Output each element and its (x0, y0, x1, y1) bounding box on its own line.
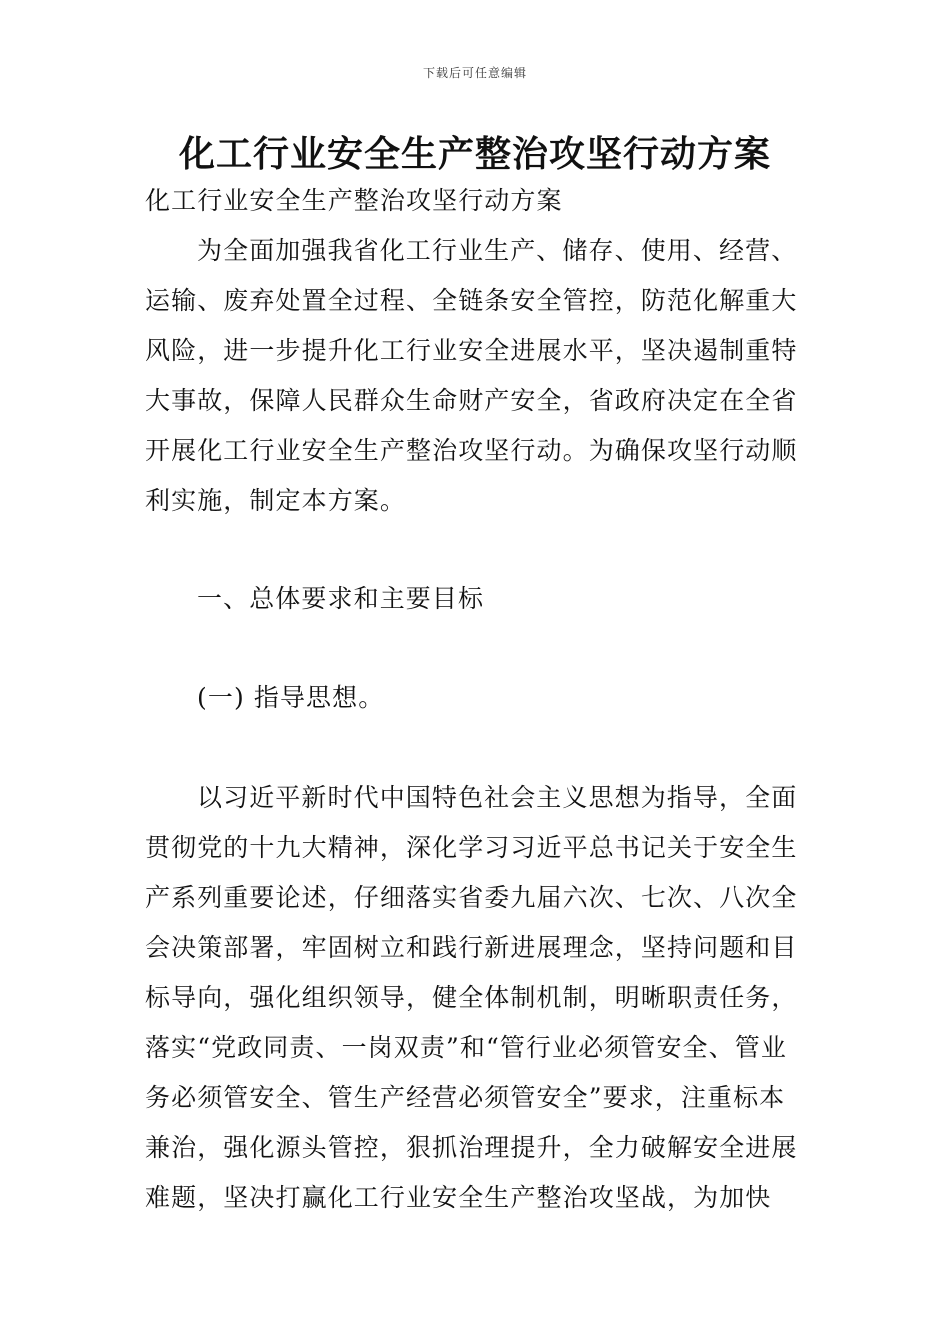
intro-paragraph: 为全面加强我省化工行业生产、储存、使用、经营、运输、废弃处置全过程、全链条安全管控，防范化解重大风险，进一步提升化工行业安全进展水平，坚决遏制重特大事故，保障人民群众生命财产安全，省政府决定在全省开展化工行业安全生产整治攻坚行动。为确保攻坚行动顺利实施，制定本方案。 (145, 236, 798, 515)
document-subtitle: 化工行业安全生产整治攻坚行动方案 (145, 186, 563, 215)
guiding-paragraph: 以习近平新时代中国特色社会主义思想为指导，全面贯彻党的十九大精神，深化学习习近平总书记关于安全生产系列重要论述，仔细落实省委九届六次、七次、八次全会决策部署，牢固树立和践行新进展理念，坚持问题和目标导向，强化组织领导，健全体制机制，明晰职责任务，落实“党政同责、一岗双责”和“管行业必须管安全、管业务必须管安全、管生产经营必须管安全”要求，注重标本兼治，强化源头管控，狠抓治理提升，全力破解安全进展难题，坚决打赢化工行业安全生产整治攻坚战，为加快 (145, 783, 798, 1212)
document-title: 化工行业安全生产整治攻坚行动方案 (178, 134, 771, 175)
subsection-heading: (一) 指导思想。 (197, 683, 385, 712)
header-note: 下载后可任意编辑 (422, 66, 527, 80)
section-heading: 一、总体要求和主要目标 (197, 584, 485, 613)
